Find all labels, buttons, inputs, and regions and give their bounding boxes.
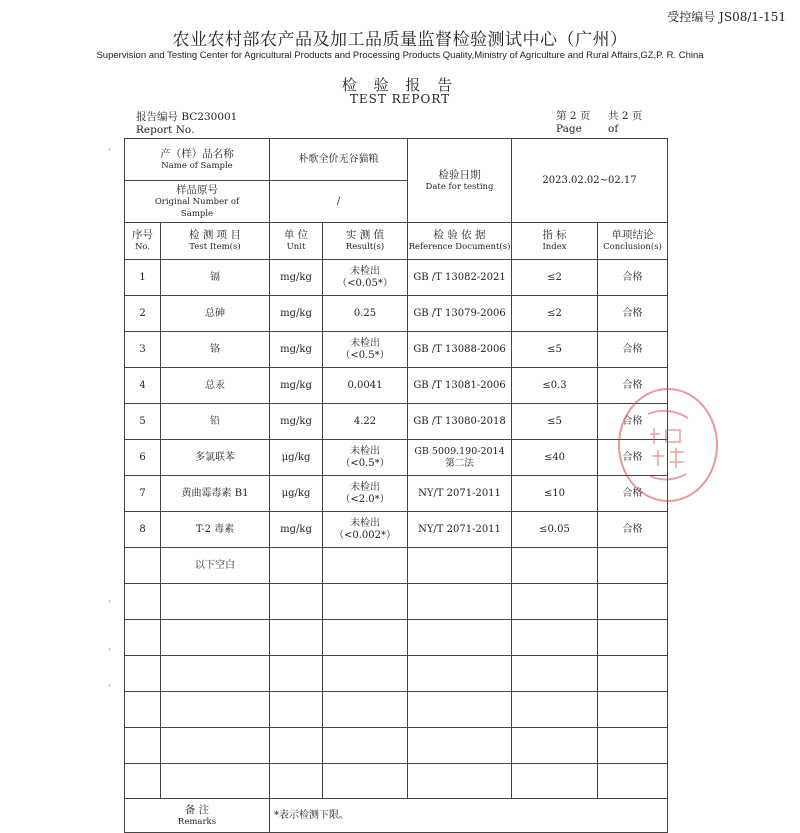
row-no: 1 bbox=[125, 260, 161, 296]
report-number bbox=[136, 111, 237, 137]
report-number-label: 报告编号 BC230001 bbox=[136, 111, 238, 123]
row-index: ≤0.3 bbox=[512, 368, 598, 404]
empty-row bbox=[125, 692, 668, 728]
header-conclusion: 单项结论 Conclusion(s) bbox=[598, 223, 668, 260]
test-date-label: 检验日期 Date for testing bbox=[408, 139, 512, 223]
table-row bbox=[125, 368, 668, 404]
row-conclusion: 合格 bbox=[598, 260, 668, 296]
row-item: 铅 bbox=[161, 404, 270, 440]
row-unit: mg/kg bbox=[270, 260, 323, 296]
row-reference: NY/T 2071-2011 bbox=[408, 476, 512, 512]
header-test-item: 检 测 项 目 Test Item(s) bbox=[161, 223, 270, 260]
table-row bbox=[125, 404, 668, 440]
margin-mark: ʻ bbox=[108, 600, 111, 610]
row-reference: GB /T 13080-2018 bbox=[408, 404, 512, 440]
row-item: 多氯联苯 bbox=[161, 440, 270, 476]
row-no: 5 bbox=[125, 404, 161, 440]
row-result: 4.22 bbox=[323, 404, 408, 440]
header-no: 序号 No. bbox=[125, 223, 161, 260]
row-reference: GB 5009.190-2014 第二法 bbox=[408, 440, 512, 476]
row-index: ≤5 bbox=[512, 332, 598, 368]
row-conclusion: 合格 bbox=[598, 296, 668, 332]
row-conclusion: 合格 bbox=[598, 476, 668, 512]
row-result: 未检出 （<2.0*） bbox=[323, 476, 408, 512]
row-no: 8 bbox=[125, 512, 161, 548]
row-item: 铬 bbox=[161, 332, 270, 368]
margin-mark: ʻ bbox=[108, 148, 111, 158]
empty-row bbox=[125, 656, 668, 692]
page-number-en: Page bbox=[556, 123, 582, 135]
page-number: 第 2 页 bbox=[556, 110, 591, 122]
header-index: 指 标 Index bbox=[512, 223, 598, 260]
sample-name-label: 产（样）品名称 Name of Sample bbox=[125, 139, 270, 181]
control-number: 受控编号 JS08/1-151 bbox=[667, 10, 786, 24]
row-item: 镉 bbox=[161, 260, 270, 296]
row-unit: mg/kg bbox=[270, 368, 323, 404]
row-no: 6 bbox=[125, 440, 161, 476]
organization-name-zh: 农业农村部农产品及加工品质量监督检验测试中心（广州） bbox=[172, 30, 628, 50]
row-reference: GB /T 13081-2006 bbox=[408, 368, 512, 404]
row-index: ≤2 bbox=[512, 260, 598, 296]
row-result: 未检出 （<0.5*） bbox=[323, 332, 408, 368]
row-index: ≤40 bbox=[512, 440, 598, 476]
row-result: 未检出 （<0.5*） bbox=[323, 440, 408, 476]
row-item: 总砷 bbox=[161, 296, 270, 332]
blank-note: 以下空白 bbox=[161, 548, 270, 584]
page-info bbox=[556, 110, 642, 136]
table-row bbox=[125, 296, 668, 332]
row-index: ≤2 bbox=[512, 296, 598, 332]
page-total: 共 2 页 bbox=[608, 110, 643, 122]
row-item: 总汞 bbox=[161, 368, 270, 404]
table-header-row bbox=[125, 223, 668, 260]
row-unit: mg/kg bbox=[270, 296, 323, 332]
report-title-zh: 检 验 报 告 bbox=[341, 76, 459, 94]
empty-row bbox=[125, 764, 668, 799]
table-row bbox=[125, 512, 668, 548]
row-item: 黄曲霉毒素 B1 bbox=[161, 476, 270, 512]
row-reference: GB /T 13079-2006 bbox=[408, 296, 512, 332]
row-result: 未检出 （<0.002*） bbox=[323, 512, 408, 548]
report-number-label-en: Report No. bbox=[136, 124, 195, 136]
organization-name-en: Supervision and Testing Center for Agricultural Products and Processing Products Quality,Ministry of Agriculture and Rural Affairs,GZ,P. R. China bbox=[96, 50, 704, 61]
row-unit: mg/kg bbox=[270, 404, 323, 440]
row-conclusion: 合格 bbox=[598, 440, 668, 476]
row-no: 7 bbox=[125, 476, 161, 512]
original-number-value: / bbox=[270, 181, 408, 223]
row-no: 2 bbox=[125, 296, 161, 332]
row-unit: mg/kg bbox=[270, 512, 323, 548]
header-reference: 检 验 依 据 Reference Document(s) bbox=[408, 223, 512, 260]
row-result: 0.0041 bbox=[323, 368, 408, 404]
table-row bbox=[125, 440, 668, 476]
table-row bbox=[125, 260, 668, 296]
test-date-value: 2023.02.02~02.17 bbox=[512, 139, 668, 223]
margin-mark: ʻ bbox=[108, 684, 111, 694]
row-index: ≤10 bbox=[512, 476, 598, 512]
header-result: 实 测 值 Result(s) bbox=[323, 223, 408, 260]
page-total-en: of bbox=[608, 123, 619, 135]
empty-row bbox=[125, 728, 668, 764]
remarks-label: 备 注 Remarks bbox=[125, 799, 270, 833]
row-result: 未检出 （<0.05*） bbox=[323, 260, 408, 296]
remarks-text: *表示检测下限。 bbox=[270, 799, 668, 833]
original-number-label: 样品原号 Original Number of Sample bbox=[125, 181, 270, 223]
row-unit: μg/kg bbox=[270, 476, 323, 512]
row-conclusion: 合格 bbox=[598, 332, 668, 368]
row-no: 3 bbox=[125, 332, 161, 368]
margin-mark: ʻ bbox=[108, 648, 111, 658]
header-unit: 单 位 Unit bbox=[270, 223, 323, 260]
row-conclusion: 合格 bbox=[598, 404, 668, 440]
row-item: T-2 毒素 bbox=[161, 512, 270, 548]
row-result: 0.25 bbox=[323, 296, 408, 332]
report-title-en: TEST REPORT bbox=[349, 92, 451, 106]
blank-note-row bbox=[125, 548, 668, 584]
row-unit: μg/kg bbox=[270, 440, 323, 476]
row-unit: mg/kg bbox=[270, 332, 323, 368]
table-row bbox=[125, 332, 668, 368]
row-reference: NY/T 2071-2011 bbox=[408, 512, 512, 548]
sample-name-row bbox=[125, 139, 668, 181]
table-row bbox=[125, 476, 668, 512]
row-index: ≤5 bbox=[512, 404, 598, 440]
remarks-row bbox=[125, 799, 668, 833]
row-index: ≤0.05 bbox=[512, 512, 598, 548]
row-no: 4 bbox=[125, 368, 161, 404]
row-reference: GB /T 13082-2021 bbox=[408, 260, 512, 296]
test-report-table bbox=[124, 138, 668, 833]
empty-row bbox=[125, 620, 668, 656]
empty-row bbox=[125, 584, 668, 620]
sample-name-value: 朴歌全价无谷猫粮 bbox=[270, 139, 408, 181]
row-conclusion: 合格 bbox=[598, 512, 668, 548]
row-conclusion: 合格 bbox=[598, 368, 668, 404]
row-reference: GB /T 13088-2006 bbox=[408, 332, 512, 368]
